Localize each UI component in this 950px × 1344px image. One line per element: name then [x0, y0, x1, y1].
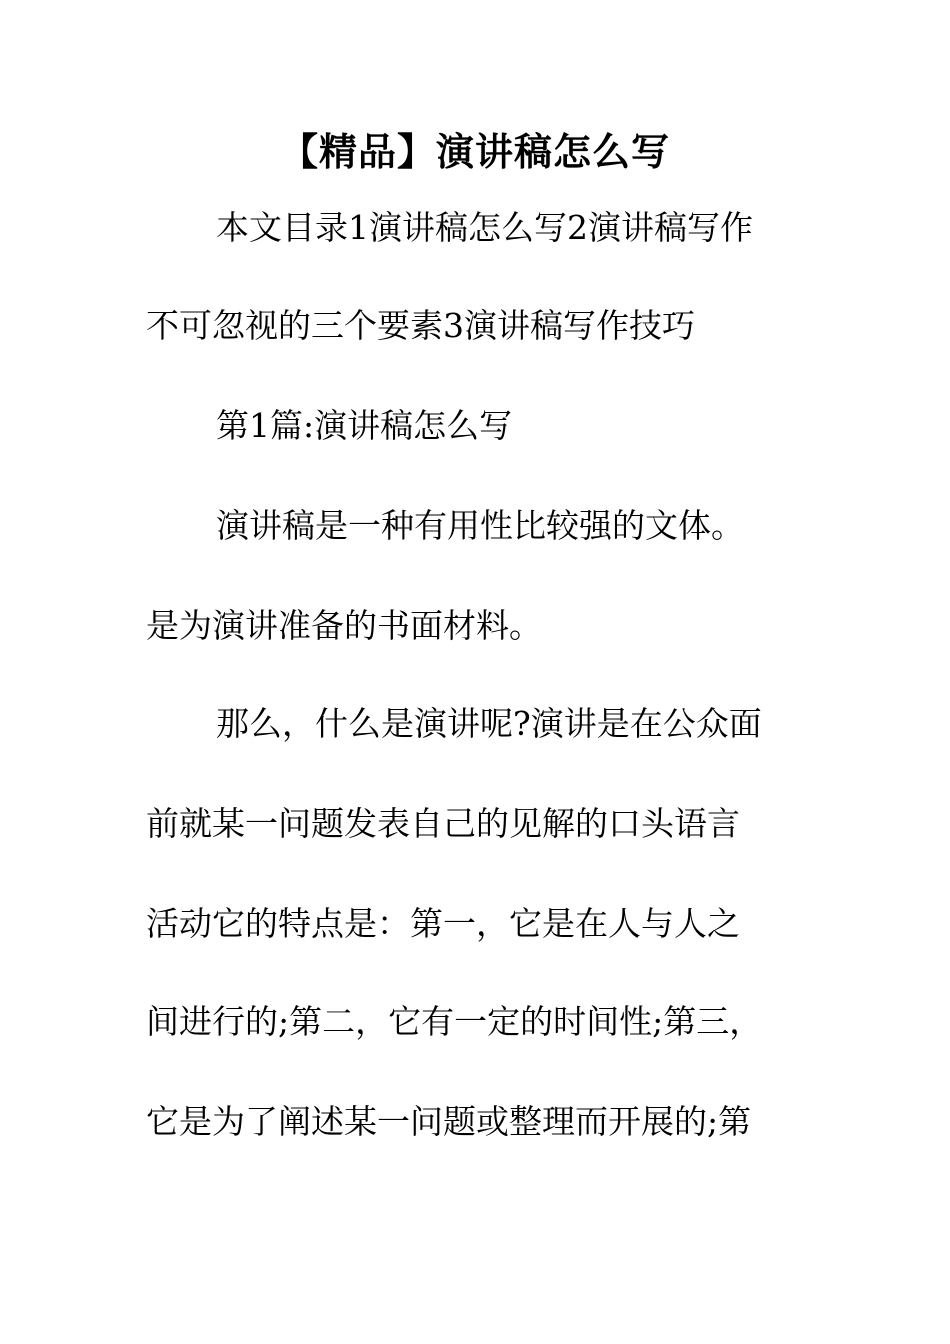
section-heading: 第1篇:演讲稿怎么写: [216, 406, 513, 445]
document-title: 【精品】演讲稿怎么写: [279, 129, 670, 174]
paragraph-2-line-5: 它是为了阐述某一问题或整理而开展的;第: [146, 1102, 752, 1141]
paragraph-2-line-3: 活动它的特点是：第一，它是在人与人之: [146, 904, 740, 943]
paragraph-2-line-2: 前就某一问题发表自己的见解的口头语言: [146, 804, 740, 843]
paragraph-1-line-2: 是为演讲准备的书面材料。: [146, 606, 542, 645]
paragraph-2-line-1: 那么，什么是演讲呢?演讲是在公众面: [216, 704, 762, 743]
toc-line-2: 不可忽视的三个要素3演讲稿写作技巧: [146, 306, 695, 345]
paragraph-2-line-4: 间进行的;第二，它有一定的时间性;第三，: [146, 1002, 763, 1041]
paragraph-1-line-1: 演讲稿是一种有用性比较强的文体。: [216, 506, 744, 545]
toc-line-1: 本文目录1演讲稿怎么写2演讲稿写作: [216, 208, 753, 247]
